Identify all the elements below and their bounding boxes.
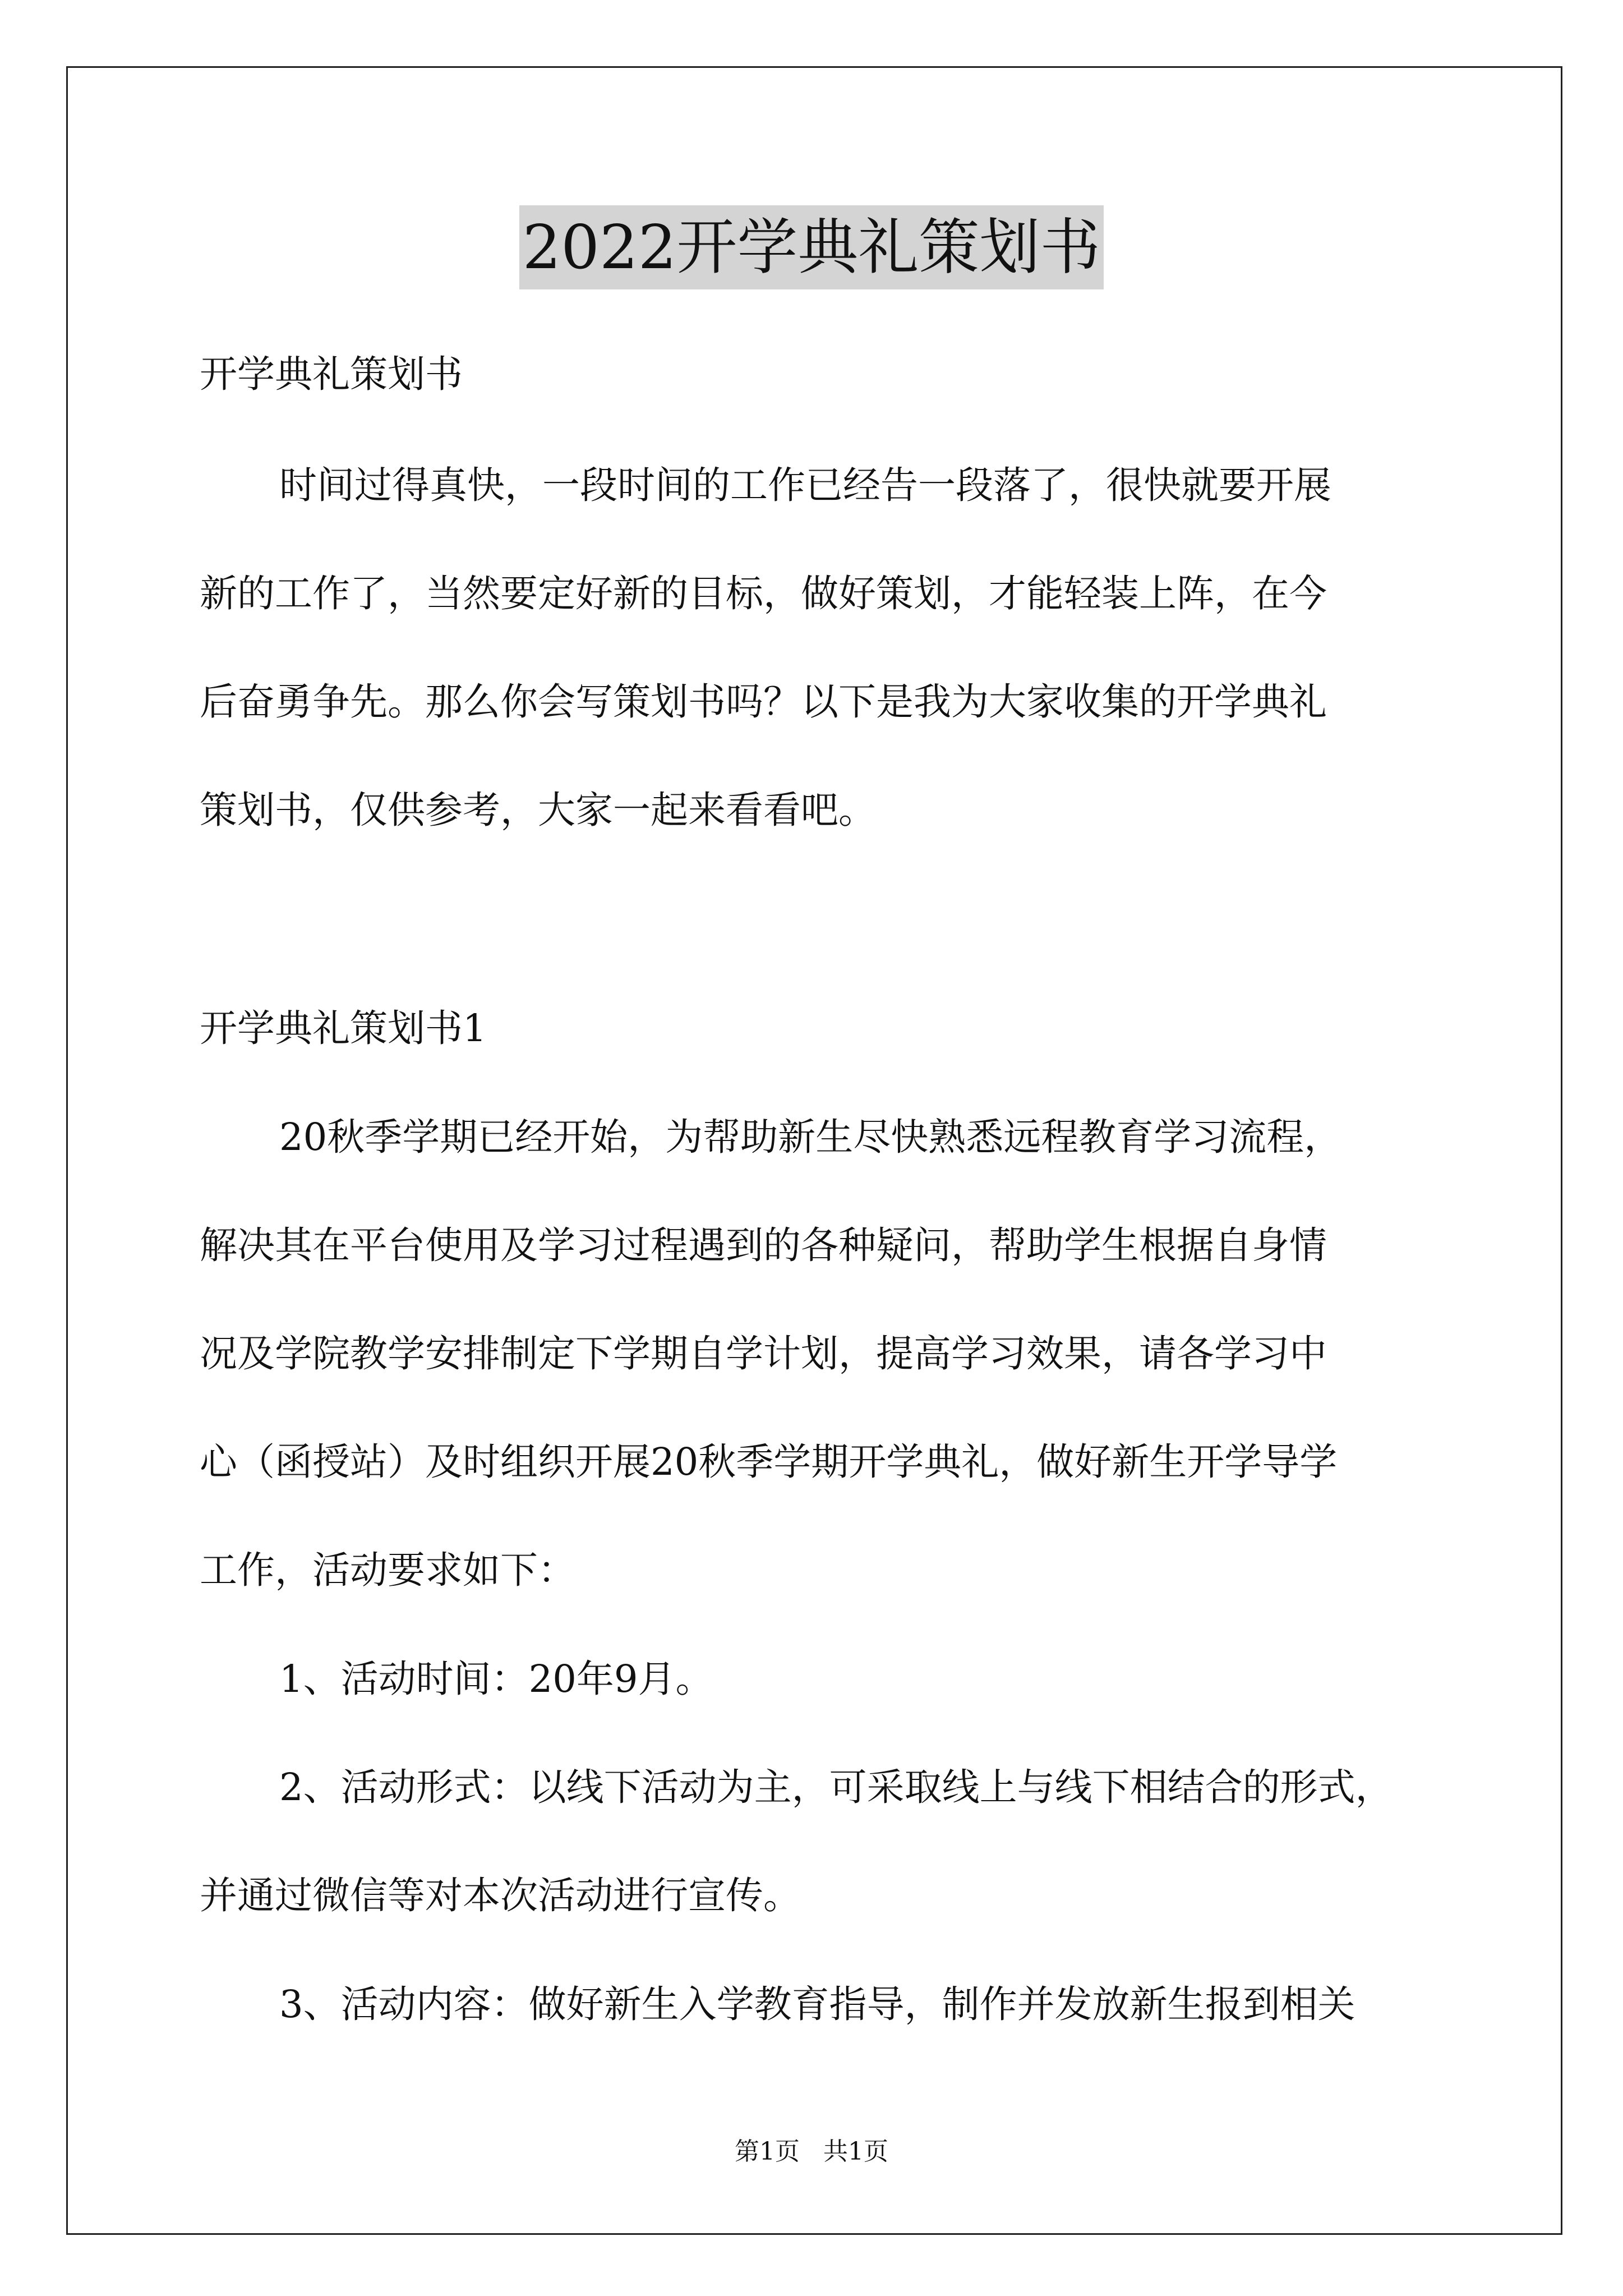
title-container — [0, 205, 1623, 289]
list-item-line: 2、活动形式：以线下活动为主，可采取线上与线下相结合的形式， — [279, 1765, 1393, 1809]
page-footer: 第1页 共1页 — [735, 2137, 888, 2166]
section-heading: 开学典礼策划书1 — [200, 1006, 487, 1050]
list-item-line: 3、活动内容：做好新生入学教育指导，制作并发放新生报到相关 — [279, 1982, 1355, 2026]
document-title: 2022开学典礼策划书 — [519, 205, 1104, 289]
body-line: 20秋季学期已经开始，为帮助新生尽快熟悉远程教育学习流程， — [279, 1115, 1342, 1159]
body-line: 新的工作了，当然要定好新的目标，做好策划，才能轻装上阵，在今 — [200, 572, 1327, 615]
body-line: 策划书，仅供参考，大家一起来看看吧。 — [200, 788, 876, 832]
list-item-line: 1、活动时间：20年9月。 — [279, 1657, 713, 1701]
body-line: 工作，活动要求如下： — [200, 1548, 575, 1592]
body-line: 解决其在平台使用及学习过程遇到的各种疑问，帮助学生根据自身情 — [200, 1223, 1327, 1267]
body-line: 后奋勇争先。那么你会写策划书吗？以下是我为大家收集的开学典礼 — [200, 680, 1327, 724]
subtitle-line: 开学典礼策划书 — [200, 352, 463, 396]
body-line: 心（函授站）及时组织开展20秋季学期开学典礼，做好新生开学导学 — [200, 1440, 1338, 1484]
body-line: 时间过得真快，一段时间的工作已经告一段落了，很快就要开展 — [279, 463, 1331, 507]
body-line: 并通过微信等对本次活动进行宣传。 — [200, 1874, 801, 1917]
body-line: 况及学院教学安排制定下学期自学计划，提高学习效果，请各学习中 — [200, 1332, 1327, 1375]
